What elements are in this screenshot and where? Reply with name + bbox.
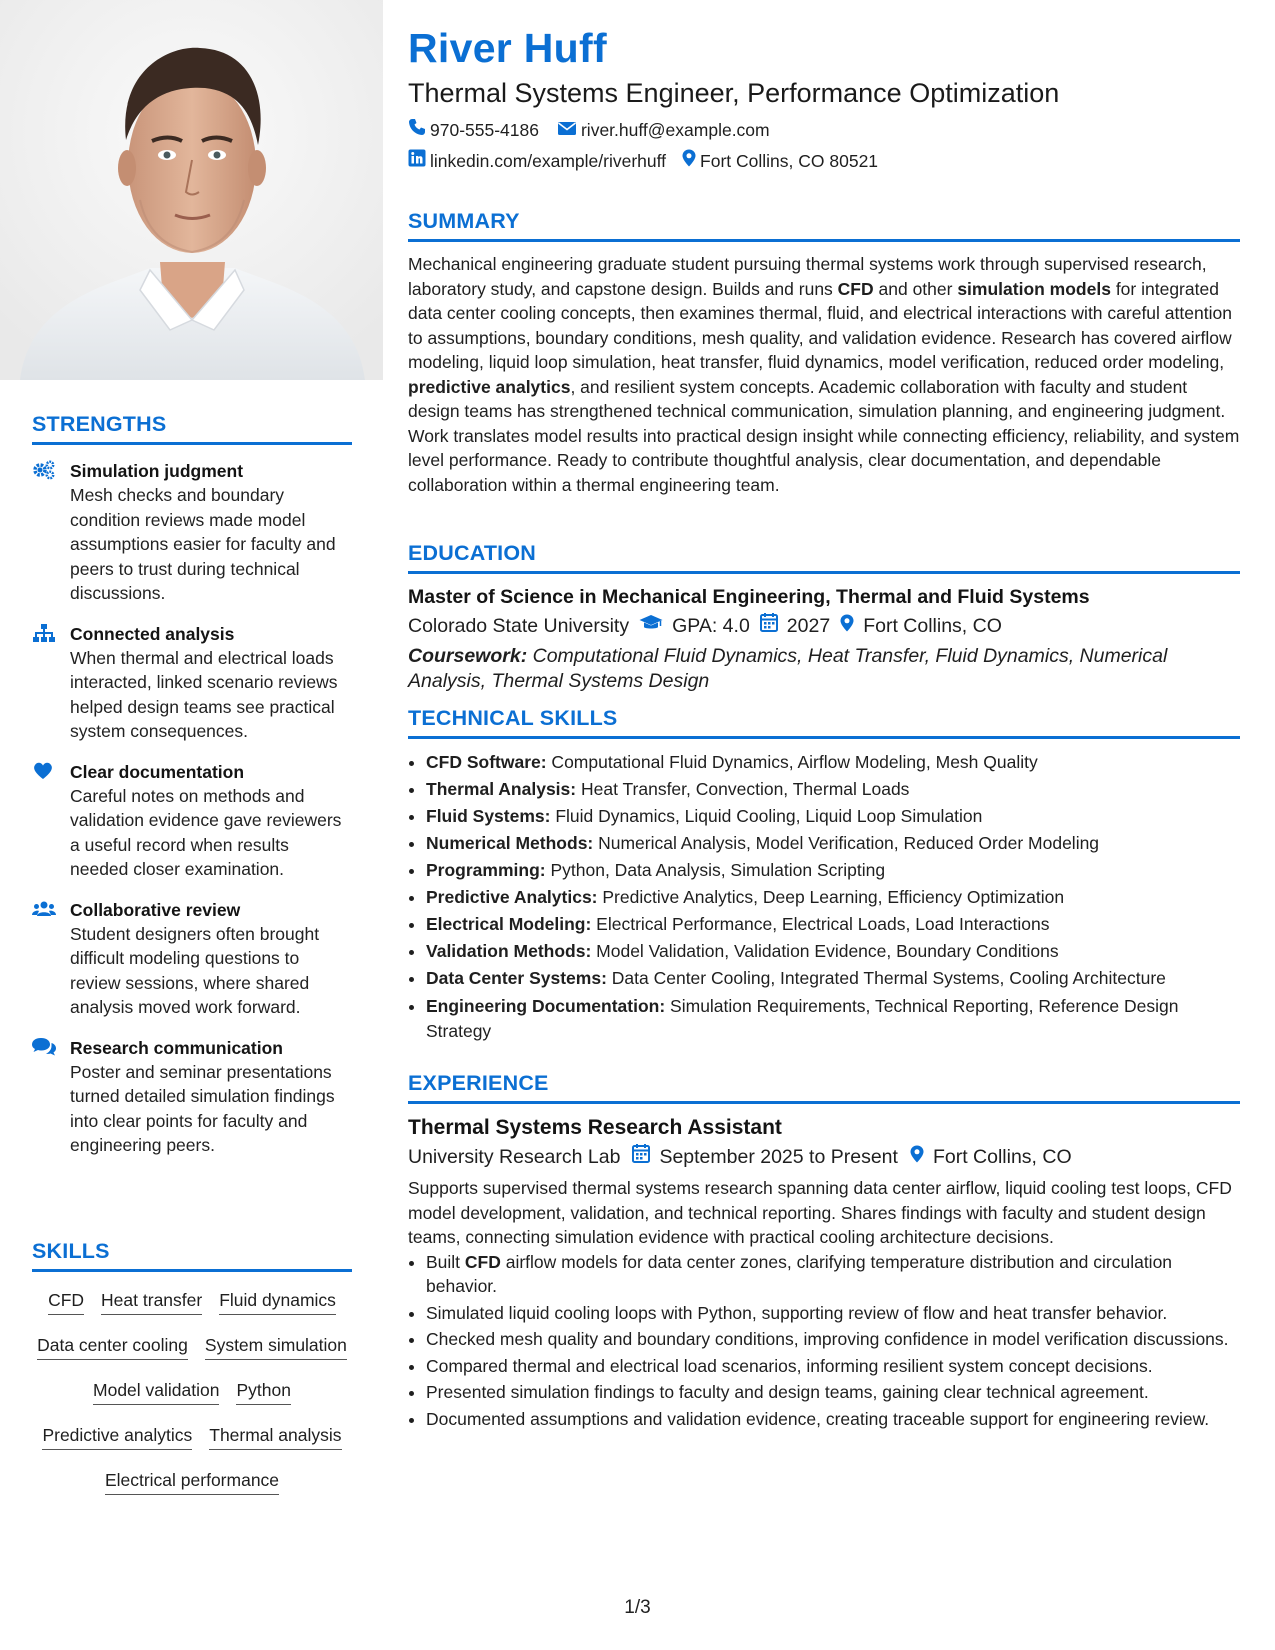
strength-item <box>32 459 352 606</box>
bullet-part: Simulated liquid cooling loops with Python, supporting review of flow and heat transfer behavior. <box>426 1302 1168 1323</box>
coursework-list: Computational Fluid Dynamics, Heat Transfer, Fluid Dynamics, Numerical Analysis, Thermal Systems Design <box>408 645 1168 692</box>
skill-values: Computational Fluid Dynamics, Airflow Modeling, Mesh Quality <box>546 752 1038 772</box>
strengths-section <box>32 412 352 1174</box>
strength-desc: Poster and seminar presentations turned detailed simulation findings into clear points for faculty and engineering peers. <box>70 1061 335 1155</box>
strengths-heading: STRENGTHS <box>32 412 352 445</box>
skill-tag: Data center cooling <box>37 1333 188 1360</box>
strength-desc: Student designers often brought difficult modeling questions to review sessions, where shared analysis moved work forward. <box>70 923 320 1017</box>
skill-category: Programming: <box>426 860 546 880</box>
strength-desc: Careful notes on methods and validation evidence gave reviewers a useful record when results needed closer examination. <box>70 785 342 879</box>
page-number: 1/3 <box>624 1597 651 1618</box>
education-heading: EDUCATION <box>408 541 1240 574</box>
envelope-icon <box>557 118 581 142</box>
technical-skills-section <box>408 706 1240 1043</box>
skill-tag: Fluid dynamics <box>219 1288 336 1315</box>
phone-contact[interactable] <box>408 118 539 142</box>
job-bullets <box>408 1250 1240 1432</box>
sidebar <box>0 0 383 1650</box>
gears-icon <box>32 460 56 480</box>
skill-category: Numerical Methods: <box>426 833 594 853</box>
education-section <box>408 541 1240 693</box>
skill-values: Numerical Analysis, Model Verification, Reduced Order Modeling <box>593 833 1100 853</box>
summary-part-bold: simulation models <box>957 278 1111 299</box>
degree-title: Master of Science in Mechanical Engineering, Thermal and Fluid Systems <box>408 586 1090 608</box>
linkedin-contact[interactable] <box>408 149 666 173</box>
bullet-part-bold: CFD <box>464 1251 501 1272</box>
skill-tag: Model validation <box>93 1378 219 1405</box>
education-meta <box>408 611 1240 641</box>
contact-row-2 <box>408 149 1240 173</box>
list-item <box>426 1407 1240 1432</box>
list-item <box>426 803 1240 830</box>
strength-name: Clear documentation <box>70 761 245 782</box>
list-item <box>426 965 1240 992</box>
skill-category: Fluid Systems: <box>426 806 551 826</box>
list-item <box>426 1301 1240 1326</box>
heart-icon <box>32 761 56 781</box>
strength-item <box>32 898 352 1020</box>
skill-category: Validation Methods: <box>426 941 592 961</box>
skill-values: Predictive Analytics, Deep Learning, Efficiency Optimization <box>597 887 1065 907</box>
profile-photo <box>0 0 383 380</box>
skill-values: Model Validation, Validation Evidence, Boundary Conditions <box>591 941 1059 961</box>
skill-values: Heat Transfer, Convection, Thermal Loads <box>576 779 910 799</box>
bullet-part: Documented assumptions and validation evidence, creating traceable support for engineering review. <box>426 1408 1210 1429</box>
school-location: Fort Collins, CO <box>863 615 1002 637</box>
experience-heading: EXPERIENCE <box>408 1071 1240 1104</box>
location-text: Fort Collins, CO 80521 <box>700 151 879 171</box>
strength-item <box>32 1036 352 1158</box>
skill-tag: CFD <box>48 1288 84 1315</box>
comments-icon <box>32 1037 56 1057</box>
strength-name: Simulation judgment <box>70 461 244 481</box>
linkedin-text: linkedin.com/example/riverhuff <box>430 151 667 171</box>
skill-category: CFD Software: <box>426 752 547 772</box>
bullet-part: airflow models for data center zones, clarifying temperature distribution and circulation behavior. <box>426 1251 1173 1296</box>
candidate-headline: Thermal Systems Engineer, Performance Optimization <box>408 78 1060 108</box>
job-dates: September 2025 to Present <box>659 1146 898 1168</box>
list-item <box>426 1250 1240 1299</box>
strength-desc: When thermal and electrical loads interacted, linked scenario reviews helped design teams see practical system consequences. <box>70 647 338 741</box>
job-title: Thermal Systems Research Assistant <box>408 1116 782 1139</box>
location-pin-icon <box>682 149 700 173</box>
strength-name: Collaborative review <box>70 899 241 920</box>
gpa-text: GPA: 4.0 <box>672 615 750 637</box>
coursework <box>408 644 1240 693</box>
summary-heading: SUMMARY <box>408 209 1240 242</box>
summary-part: and other <box>873 278 958 299</box>
summary-section <box>408 209 1240 497</box>
list-item <box>426 938 1240 965</box>
skill-tag: Predictive analytics <box>42 1423 192 1450</box>
summary-part: for integrated data center cooling concepts, then examines thermal, fluid, and electrical interactions with careful attention to assumptions, boundary conditions, mesh quality, and validation evidence. Research has covered airflow modeling, liquid loop simulation, heat transfer, fluid dynamics, model verification, reduced order modeling, <box>408 278 1232 372</box>
bullet-part: Built <box>426 1251 465 1272</box>
job-meta <box>408 1142 1240 1172</box>
skill-tag: Electrical performance <box>105 1468 279 1495</box>
list-item <box>426 1327 1240 1352</box>
skill-values: Electrical Performance, Electrical Loads, Load Interactions <box>591 914 1050 934</box>
coursework-label: Coursework: <box>408 645 528 667</box>
skill-category: Data Center Systems: <box>426 968 607 988</box>
skill-tag: Python <box>236 1378 290 1405</box>
job-summary: Supports supervised thermal systems research spanning data center airflow, liquid cooling test loops, CFD model development, validation, and technical reporting. Shares findings with faculty and student design teams, connecting simulation evidence with practical cooling architecture decisions. <box>408 1178 1232 1247</box>
graduation-cap-icon <box>639 611 672 641</box>
calendar-icon <box>760 611 787 641</box>
bullet-part: Presented simulation findings to faculty and design teams, gaining clear technical agreement. <box>426 1382 1149 1402</box>
list-item <box>426 1354 1240 1379</box>
main-column <box>408 22 1240 1429</box>
skill-category: Predictive Analytics: <box>426 887 598 907</box>
list-item <box>426 857 1240 884</box>
technical-skills-list <box>408 749 1240 1043</box>
skill-category: Thermal Analysis: <box>426 779 577 799</box>
candidate-name: River Huff <box>408 25 607 71</box>
employer-name: University Research Lab <box>408 1146 621 1168</box>
experience-section <box>408 1071 1240 1433</box>
users-icon <box>32 899 56 919</box>
technical-skills-heading: TECHNICAL SKILLS <box>408 706 1240 739</box>
list-item <box>426 884 1240 911</box>
bullet-part: Checked mesh quality and boundary conditions, improving confidence in model verification discussions. <box>426 1329 1229 1349</box>
summary-part: Mechanical engineering graduate student pursuing thermal systems work through supervised research, laboratory study, and capstone design. Builds and runs <box>408 254 1207 299</box>
location-pin-icon <box>840 611 863 641</box>
school-name: Colorado State University <box>408 615 630 637</box>
skills-heading: SKILLS <box>32 1239 352 1272</box>
skill-tag: Thermal analysis <box>209 1423 341 1450</box>
skill-tag: Heat transfer <box>101 1288 202 1315</box>
skill-tag: System simulation <box>205 1333 347 1360</box>
list-item <box>426 911 1240 938</box>
summary-part-bold: CFD <box>837 278 874 299</box>
strength-name: Research communication <box>70 1037 283 1058</box>
contact-row <box>408 118 1240 142</box>
graduation-year: 2027 <box>786 615 831 637</box>
summary-part-bold: predictive analytics <box>408 376 571 397</box>
list-item <box>426 992 1240 1043</box>
summary-part: , and resilient system concepts. Academic collaboration with faculty and student design teams has strengthened technical communication, simulation planning, and engineering judgment. Work translates model results into practical design insight while connecting efficiency, reliability, and system level performance. Ready to contribute thoughtful analysis, clear documentation, and dependable collaboration within a thermal engineering team. <box>408 376 1240 495</box>
skills-section <box>32 1239 352 1495</box>
strength-item <box>32 760 352 882</box>
strength-name: Connected analysis <box>70 623 235 644</box>
bullet-part: Compared thermal and electrical load scenarios, informing resilient system concept decisions. <box>426 1355 1153 1376</box>
location-contact <box>682 149 878 173</box>
email-text: river.huff@example.com <box>580 120 770 140</box>
list-item <box>426 1380 1240 1405</box>
strength-desc: Mesh checks and boundary condition reviews made model assumptions easier for faculty and peers to trust during technical discussions. <box>70 485 336 603</box>
summary-text <box>408 252 1240 497</box>
skill-values: Data Center Cooling, Integrated Thermal Systems, Cooling Architecture <box>606 968 1166 988</box>
skill-category: Engineering Documentation: <box>426 996 666 1016</box>
linkedin-icon <box>408 149 430 173</box>
skill-values: Simulation Requirements, Technical Reporting, Reference Design Strategy <box>426 996 1179 1041</box>
skills-list <box>32 1286 352 1495</box>
list-item <box>426 749 1240 776</box>
strength-item <box>32 622 352 744</box>
calendar-icon <box>632 1142 659 1172</box>
email-contact[interactable] <box>557 118 770 142</box>
sitemap-icon <box>32 623 56 643</box>
job-location: Fort Collins, CO <box>932 1146 1072 1168</box>
skill-category: Electrical Modeling: <box>426 914 592 934</box>
location-pin-icon <box>910 1142 933 1172</box>
phone-icon <box>408 118 430 142</box>
list-item <box>426 776 1240 803</box>
skill-values: Fluid Dynamics, Liquid Cooling, Liquid Loop Simulation <box>550 806 983 826</box>
list-item <box>426 830 1240 857</box>
phone-text: 970-555-4186 <box>430 120 539 140</box>
skill-values: Python, Data Analysis, Simulation Scripting <box>545 860 886 880</box>
